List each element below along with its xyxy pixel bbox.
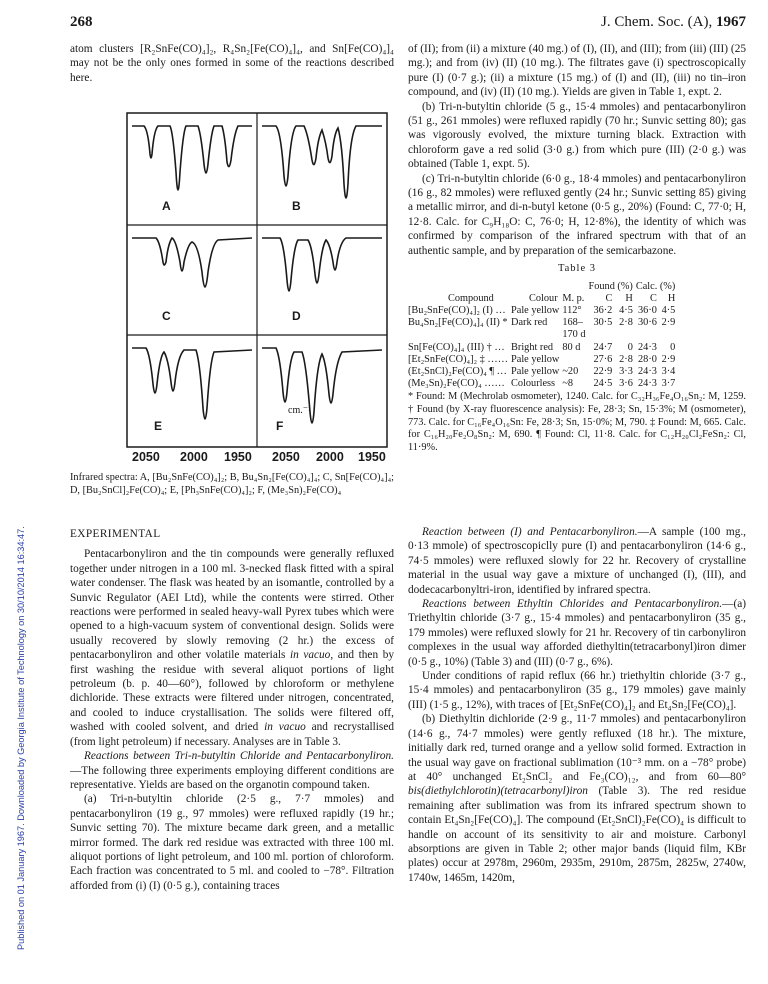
ethyltin-paragraph (408, 597, 746, 669)
experiment-a-paragraph: (a) Tri-n-butyltin chloride (2·5 g., 7·7 mmoles) and pentacarbonyliron (19 g., 97 mmoles) were refluxed rapidly (19 hr.; Sunvic setting 70). The mixture became dark green, and a metallic mirror formed. The dark red residue was extracted with three 100 ml. aliquot portions of light petroleum, and 100 ml. portion of chloroform. Each fraction was concentrated to 5 ml. and cooled to −78°. Filtration afforded from (i) (I) (0·5 g.), containing traces (70, 793, 394, 892)
panel-label-d: D (292, 309, 301, 323)
table-cell: 170 d (562, 329, 586, 341)
table-cell: Colourless (511, 378, 556, 390)
table-title: Table 3 (557, 263, 597, 275)
table-cell: 3·3 (619, 365, 633, 377)
text-run-italic: bis(diethylchlorotin)(tetracarbonyl)iron (408, 785, 588, 798)
journal-name: J. Chem. Soc. (A), (601, 14, 713, 30)
figure-caption: Infrared spectra: A, [Bu₂SnFe(CO)₄]₂; B, Bu₄Sn₂[Fe(CO)₄]₄; C, Sn[Fe(CO)₄]₄; D, [Bu₂SnCl]₂Fe(CO)₄; E, [Ph₃SnFe(CO)₄]₂; F, (Me₃Sn)₂Fe(CO)₄ (70, 472, 395, 496)
table-row (408, 305, 678, 317)
table-cell: Dark red (511, 317, 548, 329)
table-cell: 30·5 (593, 317, 613, 329)
panel-label-b: B (292, 199, 301, 213)
table-cell: 24·7 (593, 341, 613, 353)
spectrum-trace-a (132, 126, 252, 190)
tick-label: 2000 (180, 450, 208, 464)
table-footnote: * Found: M (Mechrolab osmometer), 1240. Calc. for C₃₂H₃₆Fe₄O₁₆Sn₂: M, 1259. † Found (by X-ray fluorescence analysis): Fe, 28·3; Sn, 15·3%; M (osmometer), 773. Calc. for C₁₆Fe₄O₁₆Sn: Fe, 28·3; Sn, 15·0%; M, 790. ‡ Found: M, 665. Calc. for C₁₆H₂₀Fe₂O₈Sn₂: M, 690. ¶ Found: Cl, 11·8. Calc. for C₁₂H₂₀Cl₂FeSn₂: Cl, 11·9%. (408, 391, 746, 453)
table-row (408, 342, 678, 354)
text-run: —A sample (100 mg., 0·13 mmole) of spectroscopiclly pure (I) and pentacarbonyliron (14·6 g., 74·5 mmoles) were refluxed slowly for 22 hr. Recovery of crystalline material in the usual way gave a mixture of unchanged (I), (III), and dodecacarbonyltri-iron, identified by infrared spectra. (408, 526, 746, 596)
table-cell: 24·3 (638, 365, 657, 377)
column-header: H (667, 292, 676, 304)
infrared-spectra-figure (126, 112, 388, 448)
table-cell: 24·5 (593, 378, 613, 390)
found-group-header: Found (%) (588, 280, 633, 292)
run-in-heading: Reaction between (I) and Pentacarbonyliron. (422, 526, 638, 538)
experiment-c-paragraph: (c) Tri-n-butyltin chloride (6·0 g., 18·4 mmoles) and pentacarbonyliron (16 g., 82 mmoles) were refluxed gently (24 hr.; Sunvic setting 85) giving a metallic mirror, and di-n-butyl ketone (0·5 g., 20%) (Found: C, 77·0; H, 12·8. Calc. for C₉H₁₈O: C, 76·0; H, 12·8%), the identity of which was confirmed by comparison of the infrared spectrum with that of an authentic sample, and by preparation of the semicarbazone. (408, 172, 746, 257)
text-run: (b) Diethyltin dichloride (2·9 g., 11·7 mmoles) and pentacarbonyliron (14·6 g., 74·7 mmoles) were gently refluxed (18 hr.). The mixture, initially dark red, turned orange and a yellow solid formed. Extraction in the usual way gave on fractional sublimation (10⁻³ mm. on a −78° probe) at 40° unchanged Et₂SnCl₂ and Fe₃(CO)₁₂, and from 60—80° (408, 713, 746, 783)
table-cell: Pale yellow (511, 365, 560, 377)
panel-label-e: E (154, 419, 163, 433)
run-in-heading: Reactions between Ethyltin Chlorides and Pentacarbonyliron. (422, 598, 723, 611)
spectrum-trace-f (262, 348, 382, 423)
reactions-paragraph (70, 749, 394, 792)
table-cell: 24·3 (638, 378, 657, 390)
table-row (408, 378, 678, 390)
table-cell (615, 329, 636, 341)
spectra-plot (126, 112, 388, 448)
tick-label: 2050 (272, 450, 300, 464)
wavenumber-unit: cm.⁻¹ (288, 405, 311, 416)
table-cell: 2·9 (661, 317, 676, 329)
table-cell: 24·3 (638, 341, 657, 353)
table-cell: 2·8 (619, 317, 633, 329)
table-cell: 36·2 (593, 304, 613, 316)
table-cell: 36·0 (638, 304, 657, 316)
table-cell (660, 329, 678, 341)
column-header: Colour (529, 292, 558, 304)
table-cell: 0 (627, 341, 633, 353)
table-cell: 28·0 (638, 353, 657, 365)
reaction-i-paragraph (408, 525, 746, 597)
table-group-header-row (408, 281, 678, 293)
table-header-row (408, 293, 678, 305)
table-cell: 27·6 (593, 353, 613, 365)
right-column-bottom (408, 525, 746, 885)
panel-label-a: A (162, 199, 171, 213)
table-cell: 30·6 (638, 317, 657, 329)
table-cell (408, 329, 511, 341)
text-run: , and then by first washing the residue with several aliquot portions of light petroleum (b. p. 40—60°), followed by chloroform or methylene dichloride. These extracts were filtered under nitrogen, concentrated, and cooled to induce crystallisation. The solids were filtered off, washed with cooled solvent, and dried (70, 649, 394, 734)
continuation-paragraph: of (II); from (ii) a mixture (40 mg.) of (I), (II), and (III); from (iii) (III) (25 mg.); and from (iv) (II) (10 mg.). The filtrates gave (i) spectroscopically pure (I) (0·7 g.); (ii) a mixture (15 mg.) of (I) and (II), (iii) no tin–iron compound, and (iv) (II) (10 mg.). Yields are given in Table 1, expt. 2. (408, 43, 746, 99)
table-cell: 2·9 (661, 353, 676, 365)
page-number: 268 (70, 14, 93, 30)
text-run-italic: in vacuo (264, 721, 306, 734)
panel-label-c: C (162, 309, 171, 323)
download-watermark (0, 0, 26, 984)
table-cell: 4·5 (619, 304, 633, 316)
table-row (408, 366, 678, 378)
intro-paragraph: atom clusters [R₂SnFe(CO)₄]₂, R₄Sn₂[Fe(CO)₄]₄, and Sn[Fe(CO)₄]₄ may not be the only ones formed in some of the reactions described here. (70, 43, 394, 84)
spectrum-trace-c (132, 238, 252, 287)
watermark-text: Published on 01 January 1967. Downloaded by Georgia Institute of Technology on 30/10/2014 16:34:47. (16, 526, 26, 950)
table-cell: 22·9 (593, 365, 613, 377)
column-header: C (650, 292, 657, 304)
table-cell: Pale yellow (511, 353, 560, 365)
tick-label: 2050 (132, 450, 160, 464)
column-header: M. p. (562, 292, 585, 304)
text-run-italic: in vacuo (289, 649, 331, 662)
text-run: —(a) Triethyltin chloride (3·7 g., 15·4 mmoles) and pentacarbonyliron (35 g., 179 mmoles) were refluxed slowly for 21 hr. Recovery of tin carbonyliron complexes in the usual way afforded diethyltin(tetracarbonyl)iron dimer (0·5 g., 10%) (Table 3) and (III) (0·7 g., 6%). (408, 598, 746, 668)
table-cell (511, 329, 562, 341)
table-cell: Bu₄Sn₂[Fe(CO)₄]₄ (II) * (408, 317, 508, 329)
table-cell: 2·8 (619, 353, 633, 365)
table-row (408, 354, 678, 366)
text-run: (Table 3). The red residue remaining after sublimation was from its infrared spectrum shown to contain Et₄Sn₂[Fe(CO)₄]. The compound (Et₂SnCl)₂Fe(CO)₄ is difficult to handle on account of its sensitivity to air and moisture. Carbonyl absorptions are given in Table 2; other major bands (liquid film, KBr plates) occur at 2978m, 2960m, 2935m, 2910m, 2875m, 2825w, 2740w, 1740w, 1465m, 1420m, (408, 785, 746, 884)
table-cell: 3·4 (661, 365, 676, 377)
column-header: Compound (448, 292, 494, 304)
diethyltin-paragraph (408, 712, 746, 885)
tick-label: 1950 (358, 450, 386, 464)
panel-label-f: F (276, 419, 284, 433)
column-header: H (625, 292, 633, 304)
table-row (408, 329, 678, 341)
left-column-intro (70, 42, 394, 85)
table-cell (589, 329, 616, 341)
run-in-heading: Reactions between Tri-n-butyltin Chloride and Pentacarbonyliron. (84, 750, 394, 763)
journal-citation (601, 14, 746, 31)
table-cell: ~20 (562, 365, 579, 377)
spectrum-trace-e (132, 348, 252, 419)
table-cell: 112° (562, 304, 582, 316)
left-column-experimental (70, 525, 394, 893)
table-cell: Sn[Fe(CO)₄]₄ (III) † … (408, 341, 505, 353)
rapid-reflux-paragraph: Under conditions of rapid reflux (66 hr.) triethyltin chloride (3·7 g., 15·4 mmoles) and pentacarbonyliron (35 g., 179 mmoles) gave mainly (III) (1·5 g., 12%), with traces of [Et₂SnFe(CO)₄]₂ and Et₄Sn₂[Fe(CO)₄]. (408, 670, 746, 711)
spectrum-trace-d (262, 238, 382, 291)
table-cell: 4·5 (661, 304, 676, 316)
journal-year: 1967 (716, 14, 746, 30)
section-heading: EXPERIMENTAL (70, 528, 161, 540)
experimental-paragraph (70, 547, 394, 749)
table-row (408, 317, 678, 329)
table-cell: [Bu₂SnFe(CO)₄]₂ (I) … (408, 304, 506, 316)
experiment-b-paragraph: (b) Tri-n-butyltin chloride (5 g., 15·4 mmoles) and pentacarbonyliron (51 g., 261 mmoles) were refluxed rapidly (70 hr.; Sunvic setting 80); gas was vigorously evolved, the mixture turning black. Extraction with chloroform gave a red solid (3·0 g.) from which pure (III) (2·0 g.) was obtained (Table 1, expt. 5). (408, 100, 746, 171)
table-cell: 3·6 (619, 378, 633, 390)
tick-label: 1950 (224, 450, 252, 464)
table-cell (636, 329, 660, 341)
table-cell: 3·7 (661, 378, 676, 390)
table-cell: 0 (670, 341, 676, 353)
table-cell: ~8 (562, 378, 574, 390)
table-cell: Bright red (511, 341, 554, 353)
text-run: and recrystallised (from light petroleum) if necessary. Analyses are in Table 3. (70, 721, 394, 748)
tick-label: 2000 (316, 450, 344, 464)
table-cell: Pale yellow (511, 304, 560, 316)
column-header: C (605, 292, 613, 304)
calc-group-header: Calc. (%) (635, 280, 676, 292)
right-column-top (408, 42, 746, 454)
table-cell: (Me₃Sn)₂Fe(CO)₄ …… (408, 378, 505, 390)
table-cell: 80 d (562, 341, 581, 353)
text-run: —The following three experiments employing different conditions are representative. Yields are based on the organotin compound taken. (70, 764, 394, 791)
text-run: Pentacarbonyliron and the tin compounds were generally refluxed together under nitrogen in a 100 ml. 3-necked flask fitted with a spiral water condenser. The flask was heated by an isomantle, controlled by a Sunvic Regulator (AEI Ltd), while the contents were stirred. Other reactions were performed in sealed heavy-wall Pyrex tubes which were opened to a high-vacuum system of conventional design. Solids were usually recovered by slowly removing (2 hr.) the excess of pentacarbonyliron and other volatile materials (70, 548, 394, 662)
table-cell: 168– (562, 317, 583, 329)
page-header (70, 14, 746, 40)
spectrum-trace-b (262, 126, 382, 198)
table-cell: (Et₂SnCl)₂Fe(CO)₄ ¶ … (408, 365, 507, 377)
analysis-table (408, 281, 678, 391)
table-cell (562, 354, 588, 366)
table-cell: [Et₂SnFe(CO)₄]₂ ‡ …… (408, 353, 509, 365)
